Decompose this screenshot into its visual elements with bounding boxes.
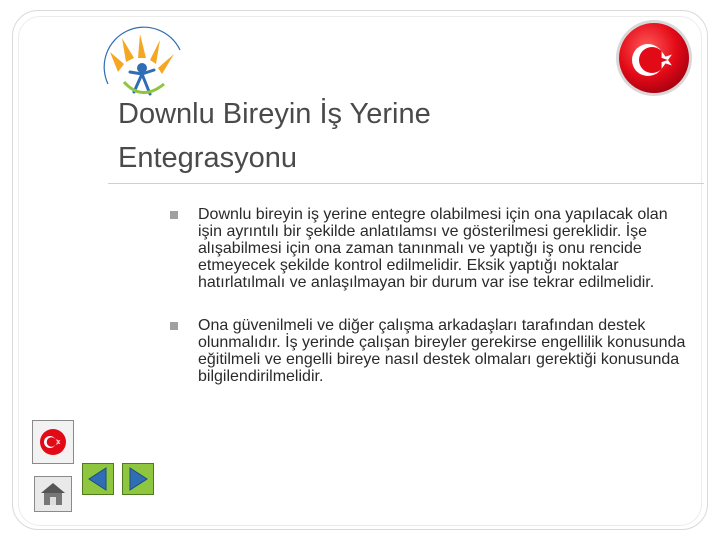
bullet-square-icon <box>170 211 178 219</box>
bullet-square-icon <box>170 322 178 330</box>
bullet-list <box>170 206 690 411</box>
next-button[interactable] <box>122 463 154 495</box>
bullet-text: Downlu bireyin iş yerine entegre olabilmesi için ona yapılacak olan işin ayrıntılı bir şekilde anlatılamsı ve gösterilmesi gereklidir. İşe alışabilmesi için ona zaman tanınmalı ve yaptığı iş onu rencide etmeyecek şekilde kontrol edilmelidir. Eksik yaptığı noktalar hatırlatılmalı ve anlaşılmayan bir durum var ise tekrar edilmelidir. <box>198 206 668 291</box>
bullet-item <box>170 206 690 291</box>
flag-button[interactable] <box>32 420 74 464</box>
previous-button[interactable] <box>82 463 114 495</box>
title-divider <box>108 183 704 184</box>
previous-arrow-icon <box>82 463 114 495</box>
turkish-flag-icon <box>612 16 696 100</box>
bullet-item <box>170 317 690 385</box>
slide-title <box>118 92 638 180</box>
turkish-flag-small-icon <box>38 427 68 457</box>
next-arrow-icon <box>122 463 154 495</box>
slide-title-line2: Entegrasyonu <box>118 142 297 174</box>
slide-title-line1: Downlu Bireyin İş Yerine <box>118 98 431 130</box>
home-icon <box>35 477 71 511</box>
bullet-text: Ona güvenilmeli ve diğer çalışma arkadaşları tarafından destek olunmalıdır. İş yerinde çalışan bireyler gerekirse engellilik konusunda eğitilmeli ve engelli bireye nasıl destek olmaları gerektiği konusunda bilgilendirilmelidir. <box>198 317 686 385</box>
home-button[interactable] <box>34 476 72 512</box>
